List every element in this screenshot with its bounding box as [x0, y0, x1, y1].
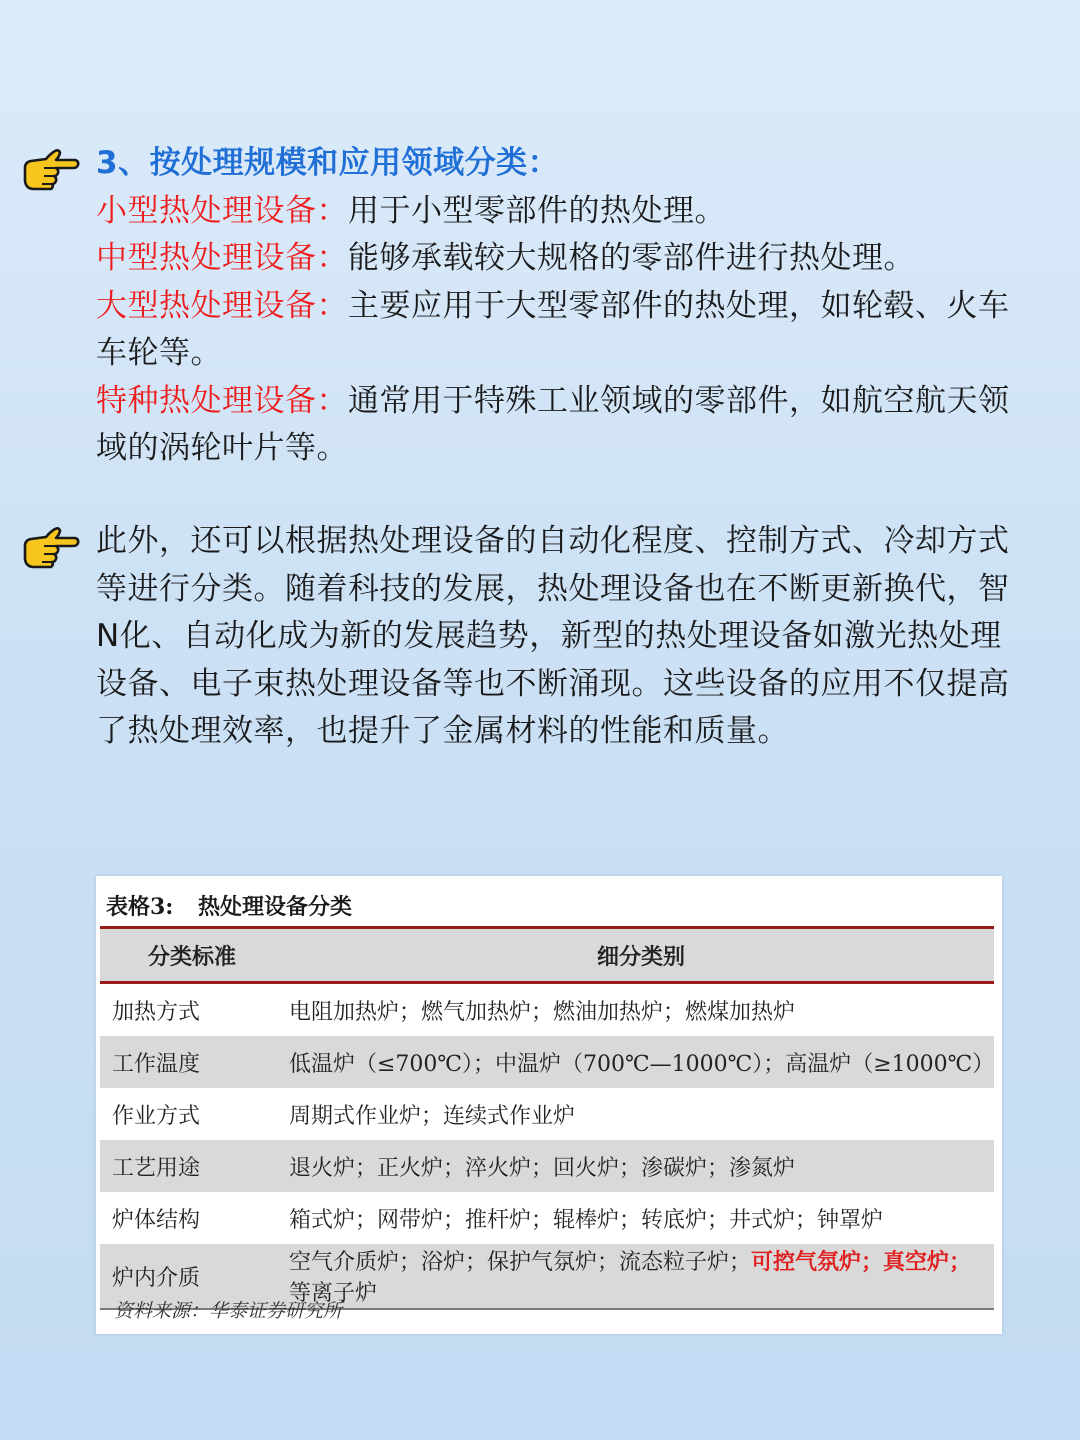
- item-label: 特种热处理设备：: [96, 382, 348, 419]
- categories-tail: 等离子炉: [289, 1281, 378, 1306]
- item-desc: 用于小型零部件的热处理。: [348, 192, 726, 229]
- item-label: 大型热处理设备：: [96, 287, 348, 324]
- pointing-hand-icon: [22, 148, 80, 192]
- table-row: [100, 1088, 994, 1140]
- classification-table-card: [96, 876, 1002, 1334]
- item-label: 中型热处理设备：: [96, 240, 348, 276]
- cell-standard: 炉内介质: [100, 1244, 285, 1309]
- table-row: [100, 983, 994, 1037]
- table-title-text: 热处理设备分类: [198, 894, 353, 920]
- cell-categories: 低温炉（≤700℃）；中温炉（700℃—1000℃）；高温炉（≥1000℃）: [285, 1036, 994, 1088]
- cell-categories: 周期式作业炉；连续式作业炉: [289, 1103, 576, 1129]
- header-standard: 分类标准: [100, 928, 285, 983]
- cell-categories: [285, 1244, 994, 1309]
- cell-categories: 退火炉；正火炉；淬火炉；回火炉；渗碳炉；渗氮炉: [285, 1140, 994, 1192]
- item-label: 小型热处理设备：: [96, 192, 348, 229]
- cell-standard: 加热方式: [112, 999, 201, 1025]
- table-number: 表格3:: [106, 894, 174, 920]
- cell-categories: 箱式炉；网带炉；推杆炉；辊棒炉；转底炉；井式炉；钟罩炉: [289, 1207, 884, 1233]
- item-medium: [96, 235, 1026, 283]
- table-row: [100, 1192, 994, 1244]
- item-small: [96, 188, 1026, 236]
- cell-standard: 工艺用途: [100, 1140, 285, 1192]
- table-header-row: [100, 928, 994, 983]
- table-row: [100, 1140, 994, 1192]
- cell-standard: 作业方式: [112, 1103, 201, 1129]
- additional-paragraph: 此外，还可以根据热处理设备的自动化程度、控制方式、冷却方式等进行分类。随着科技的发展，热处理设备也在不断更新换代，智N化、自动化成为新的发展趋势，新型的热处理设备如激光热处理设备、电子束热处理设备等也不断涌现。这些设备的应用不仅提高了热处理效率，也提升了金属材料的性能和质量。: [96, 523, 1010, 749]
- table-source: 资料来源：华泰证券研究所: [114, 1300, 343, 1322]
- pointing-hand-icon: [22, 526, 80, 570]
- item-desc: 通常用于特殊工业领域的零部件，如航空航天领域的涡轮叶片等。: [96, 382, 1010, 466]
- categories-highlight: 可控气氛炉；真空炉；: [751, 1249, 972, 1275]
- classification-table: [100, 926, 994, 1310]
- item-special: [96, 378, 1026, 473]
- table-row: [100, 1036, 994, 1088]
- cell-categories: 电阻加热炉；燃气加热炉；燃油加热炉；燃煤加热炉: [289, 999, 796, 1025]
- cell-standard: 炉体结构: [112, 1207, 201, 1233]
- item-desc: 主要应用于大型零部件的热处理，如轮毂、火车车轮等。: [96, 287, 1010, 371]
- table-title: [106, 890, 352, 921]
- cell-standard: 工作温度: [100, 1036, 285, 1088]
- scale-classification-text: [96, 140, 1026, 473]
- categories-plain: 空气介质炉；浴炉；保护气氛炉；流态粒子炉；: [289, 1250, 752, 1275]
- item-large: [96, 283, 1026, 378]
- item-desc: 能够承载较大规格的零部件进行热处理。: [348, 240, 915, 276]
- header-categories: 细分类别: [285, 928, 994, 983]
- section-heading: 3、按处理规模和应用领域分类：: [96, 145, 560, 181]
